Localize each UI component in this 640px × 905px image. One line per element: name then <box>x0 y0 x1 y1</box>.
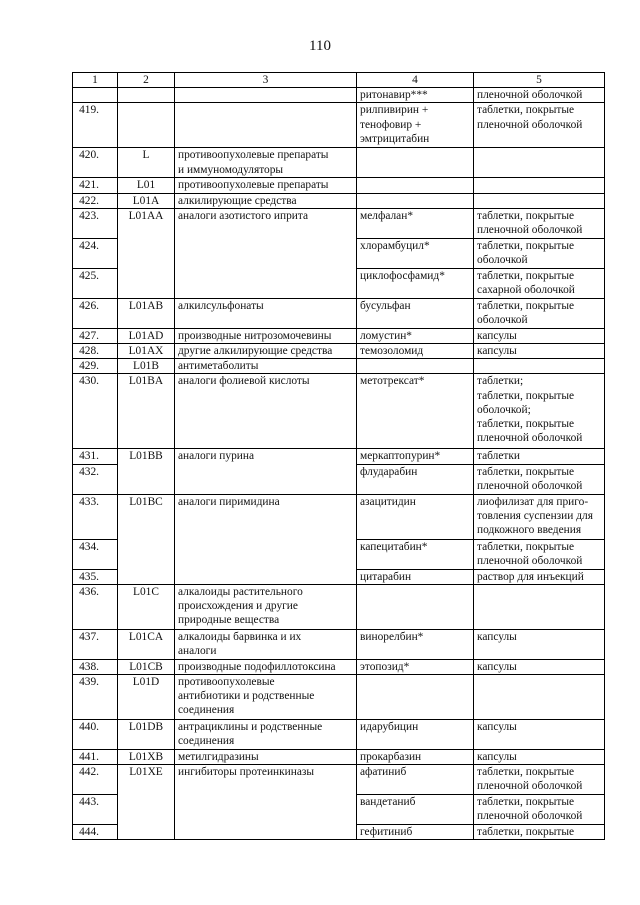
dosage-form-cell: капсулы <box>474 720 605 750</box>
atc-code-cell: L01CB <box>118 659 175 674</box>
drug-name-cell <box>357 148 474 178</box>
table-row <box>73 103 605 148</box>
drug-name-cell <box>357 178 474 193</box>
table-row <box>73 208 605 238</box>
dosage-form-cell: таблетки, покрытые пленочной оболочкой <box>474 103 605 148</box>
atc-code-cell <box>118 103 175 148</box>
dosage-form-cell: таблетки, покрытые <box>474 825 605 840</box>
atc-code-cell: L01A <box>118 193 175 208</box>
atc-code-cell: L01XB <box>118 750 175 765</box>
drug-name-cell: ломустин* <box>357 328 474 343</box>
group-name-cell: антиметаболиты <box>175 359 357 374</box>
atc-code-cell: L01BA <box>118 374 175 449</box>
atc-code-cell: L01 <box>118 178 175 193</box>
atc-code-cell: L01XE <box>118 765 175 840</box>
row-number-cell: 433. <box>73 494 118 539</box>
drug-name-cell: темозоломид <box>357 344 474 359</box>
row-number-cell: 436. <box>73 584 118 629</box>
row-number-cell: 431. <box>73 449 118 464</box>
table-row <box>73 88 605 103</box>
group-name-cell: производные нитрозомочевины <box>175 328 357 343</box>
header-cell: 1 <box>73 73 118 88</box>
group-name-cell: противоопухолевые препараты <box>175 178 357 193</box>
row-number-cell: 441. <box>73 750 118 765</box>
dosage-form-cell: таблетки, покрытые пленочной оболочкой <box>474 208 605 238</box>
dosage-form-cell: таблетки, покрытые пленочной оболочкой <box>474 539 605 569</box>
group-name-cell <box>175 88 357 103</box>
group-name-cell: алкалоиды барвинка и их аналоги <box>175 629 357 659</box>
drug-name-cell: циклофосфамид* <box>357 268 474 298</box>
drug-name-cell: вандетаниб <box>357 795 474 825</box>
group-name-cell: другие алкилирующие средства <box>175 344 357 359</box>
drug-name-cell: флударабин <box>357 464 474 494</box>
header-cell: 5 <box>474 73 605 88</box>
row-number-cell: 432. <box>73 464 118 494</box>
dosage-form-cell: таблетки, покрытые пленочной оболочкой <box>474 765 605 795</box>
dosage-form-cell: пленочной оболочкой <box>474 88 605 103</box>
group-name-cell: аналоги фолиевой кислоты <box>175 374 357 449</box>
row-number-cell: 427. <box>73 328 118 343</box>
drug-name-cell: гефитиниб <box>357 825 474 840</box>
drug-name-cell: ритонавир*** <box>357 88 474 103</box>
dosage-form-cell: капсулы <box>474 750 605 765</box>
atc-code-cell: L01AB <box>118 298 175 328</box>
row-number-cell: 440. <box>73 720 118 750</box>
row-number-cell: 423. <box>73 208 118 238</box>
table-row <box>73 298 605 328</box>
header-cell: 3 <box>175 73 357 88</box>
row-number-cell: 425. <box>73 268 118 298</box>
group-name-cell: метилгидразины <box>175 750 357 765</box>
row-number-cell <box>73 88 118 103</box>
dosage-form-cell: таблетки, покрытые пленочной оболочкой <box>474 795 605 825</box>
header-cell: 4 <box>357 73 474 88</box>
drug-name-cell <box>357 359 474 374</box>
header-row <box>73 73 605 88</box>
dosage-form-cell <box>474 584 605 629</box>
row-number-cell: 438. <box>73 659 118 674</box>
page-number: 110 <box>309 38 331 54</box>
drug-name-cell: этопозид* <box>357 659 474 674</box>
table-row <box>73 720 605 750</box>
dosage-form-cell <box>474 675 605 720</box>
atc-code-cell: L01BB <box>118 449 175 494</box>
table-row <box>73 675 605 720</box>
dosage-form-cell: капсулы <box>474 344 605 359</box>
group-name-cell <box>175 103 357 148</box>
drug-name-cell: рилпивирин + тенофовир + эмтрицитабин <box>357 103 474 148</box>
row-number-cell: 444. <box>73 825 118 840</box>
group-name-cell: противоопухолевые препараты и иммуномодуляторы <box>175 148 357 178</box>
table-row <box>73 374 605 449</box>
group-name-cell: аналоги пурина <box>175 449 357 494</box>
table-row <box>73 193 605 208</box>
table-row <box>73 659 605 674</box>
atc-code-cell: L01D <box>118 675 175 720</box>
row-number-cell: 434. <box>73 539 118 569</box>
row-number-cell: 424. <box>73 238 118 268</box>
drug-name-cell: капецитабин* <box>357 539 474 569</box>
atc-code-cell: L <box>118 148 175 178</box>
drug-name-cell: цитарабин <box>357 569 474 584</box>
dosage-form-cell: лиофилизат для приго- товления суспензии для подкожного введения <box>474 494 605 539</box>
drug-table <box>72 72 605 840</box>
atc-code-cell: L01BC <box>118 494 175 584</box>
table-row <box>73 344 605 359</box>
drug-name-cell: идарубицин <box>357 720 474 750</box>
row-number-cell: 429. <box>73 359 118 374</box>
table-row <box>73 629 605 659</box>
group-name-cell: ингибиторы протеинкиназы <box>175 765 357 840</box>
table-row <box>73 750 605 765</box>
group-name-cell: алкилсульфонаты <box>175 298 357 328</box>
drug-name-cell: афатиниб <box>357 765 474 795</box>
drug-name-cell: мелфалан* <box>357 208 474 238</box>
group-name-cell: производные подофиллотоксина <box>175 659 357 674</box>
drug-name-cell: азацитидин <box>357 494 474 539</box>
drug-name-cell: бусульфан <box>357 298 474 328</box>
atc-code-cell: L01AX <box>118 344 175 359</box>
dosage-form-cell: капсулы <box>474 328 605 343</box>
dosage-form-cell <box>474 193 605 208</box>
dosage-form-cell: раствор для инъекций <box>474 569 605 584</box>
group-name-cell: аналоги азотистого иприта <box>175 208 357 298</box>
drug-name-cell <box>357 584 474 629</box>
dosage-form-cell: таблетки; таблетки, покрытые оболочкой; таблетки, покрытые пленочной оболочкой <box>474 374 605 449</box>
dosage-form-cell: таблетки, покрытые оболочкой <box>474 238 605 268</box>
row-number-cell: 428. <box>73 344 118 359</box>
table-row <box>73 148 605 178</box>
row-number-cell: 437. <box>73 629 118 659</box>
drug-name-cell: метотрексат* <box>357 374 474 449</box>
drug-name-cell: винорелбин* <box>357 629 474 659</box>
row-number-cell: 442. <box>73 765 118 795</box>
atc-code-cell: L01C <box>118 584 175 629</box>
row-number-cell: 420. <box>73 148 118 178</box>
dosage-form-cell: таблетки, покрытые сахарной оболочкой <box>474 268 605 298</box>
atc-code-cell: L01AD <box>118 328 175 343</box>
row-number-cell: 422. <box>73 193 118 208</box>
row-number-cell: 439. <box>73 675 118 720</box>
table-row <box>73 328 605 343</box>
dosage-form-cell: капсулы <box>474 629 605 659</box>
atc-code-cell: L01DB <box>118 720 175 750</box>
atc-code-cell: L01B <box>118 359 175 374</box>
table-row <box>73 494 605 539</box>
table-row <box>73 359 605 374</box>
group-name-cell: противоопухолевые антибиотики и родственные соединения <box>175 675 357 720</box>
table-row <box>73 178 605 193</box>
dosage-form-cell <box>474 359 605 374</box>
row-number-cell: 419. <box>73 103 118 148</box>
row-number-cell: 435. <box>73 569 118 584</box>
group-name-cell: алкилирующие средства <box>175 193 357 208</box>
row-number-cell: 443. <box>73 795 118 825</box>
row-number-cell: 421. <box>73 178 118 193</box>
table-row <box>73 584 605 629</box>
dosage-form-cell <box>474 178 605 193</box>
group-name-cell: аналоги пиримидина <box>175 494 357 584</box>
drug-name-cell <box>357 675 474 720</box>
row-number-cell: 426. <box>73 298 118 328</box>
dosage-form-cell <box>474 148 605 178</box>
table-row <box>73 765 605 795</box>
group-name-cell: антрациклины и родственные соединения <box>175 720 357 750</box>
group-name-cell: алкалоиды растительного происхождения и другие природные вещества <box>175 584 357 629</box>
atc-code-cell: L01CA <box>118 629 175 659</box>
header-cell: 2 <box>118 73 175 88</box>
table-row <box>73 449 605 464</box>
drug-name-cell: прокарбазин <box>357 750 474 765</box>
table-body <box>73 88 605 840</box>
dosage-form-cell: таблетки, покрытые оболочкой <box>474 298 605 328</box>
drug-name-cell <box>357 193 474 208</box>
atc-code-cell: L01AA <box>118 208 175 298</box>
dosage-form-cell: таблетки <box>474 449 605 464</box>
row-number-cell: 430. <box>73 374 118 449</box>
drug-name-cell: меркаптопурин* <box>357 449 474 464</box>
drug-name-cell: хлорамбуцил* <box>357 238 474 268</box>
dosage-form-cell: капсулы <box>474 659 605 674</box>
atc-code-cell <box>118 88 175 103</box>
dosage-form-cell: таблетки, покрытые пленочной оболочкой <box>474 464 605 494</box>
